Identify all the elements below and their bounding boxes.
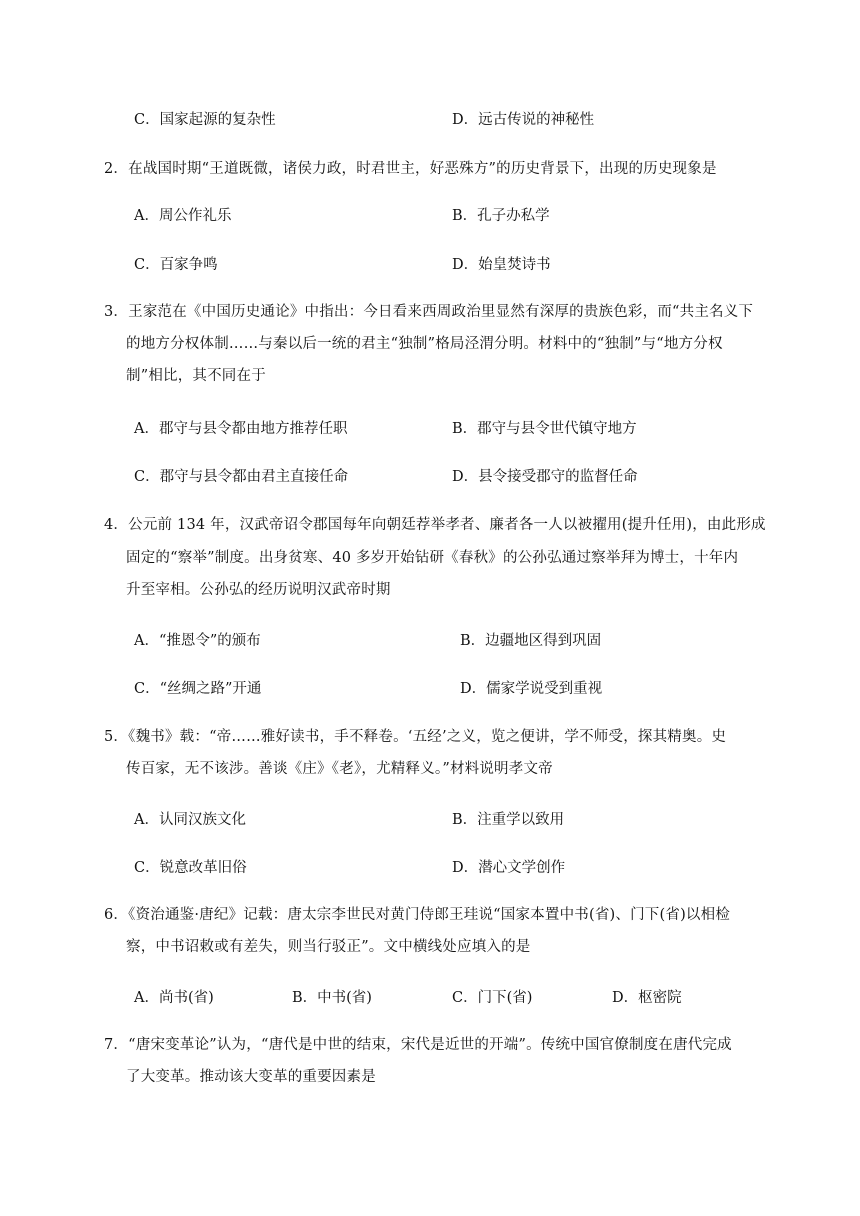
q5-stem-line-2: 传百家，无不该涉。善谈《庄》《老》，尤精释义。”材料说明孝文帝 bbox=[126, 761, 553, 777]
q7-stem-line-2: 了大变革。推动该大变革的重要因素是 bbox=[126, 1069, 376, 1085]
q4-option-a: A．“推恩令”的颁布 bbox=[134, 633, 261, 649]
q6-option-c: C．门下(省) bbox=[452, 990, 533, 1006]
q3-option-c: C．郡守与县令都由君主直接任命 bbox=[134, 469, 349, 485]
q3-option-a: A．郡守与县令都由地方推荐任职 bbox=[134, 421, 348, 437]
q4-option-b: B．边疆地区得到巩固 bbox=[460, 633, 602, 649]
q4-stem-line-2: 固定的“察举”制度。出身贫寒、40 多岁开始钻研《春秋》的公孙弘通过察举拜为博士，十年内 bbox=[126, 550, 739, 566]
q4-option-c: C．“丝绸之路”开通 bbox=[134, 681, 262, 697]
q2-option-a: A．周公作礼乐 bbox=[134, 208, 232, 224]
q3-stem-line-2: 的地方分权体制……与秦以后一统的君主“独制”格局泾渭分明。材料中的“独制”与“地方分权 bbox=[126, 336, 723, 352]
q3-option-d: D．县令接受郡守的监督任命 bbox=[452, 469, 638, 485]
q6-option-d: D．枢密院 bbox=[612, 990, 682, 1006]
q3-stem-line-3: 制”相比，其不同在于 bbox=[126, 368, 266, 384]
q5-option-d: D．潜心文学创作 bbox=[452, 860, 566, 876]
q6-stem-line-2: 察，中书诏敕或有差失，则当行驳正”。文中横线处应填入的是 bbox=[126, 939, 531, 955]
q1-option-d: D．远古传说的神秘性 bbox=[452, 112, 595, 128]
q3-stem-line-1: 3．王家范在《中国历史通论》中指出：今日看来西周政治里显然有深厚的贵族色彩，而“共主名义下 bbox=[104, 304, 754, 320]
q6-option-b: B．中书(省) bbox=[292, 990, 372, 1006]
q2-option-c: C．百家争鸣 bbox=[134, 257, 218, 273]
q4-stem-line-1: 4．公元前 134 年，汉武帝诏令郡国每年向朝廷荐举孝者、廉者各一人以被擢用(提升任用)，由此形成 bbox=[104, 517, 766, 533]
q2-option-b: B．孔子办私学 bbox=[452, 208, 550, 224]
q2-option-d: D．始皇焚诗书 bbox=[452, 257, 551, 273]
q6-option-a: A．尚书(省) bbox=[134, 990, 214, 1006]
q5-option-b: B．注重学以致用 bbox=[452, 812, 565, 828]
q4-stem-line-3: 升至宰相。公孙弘的经历说明汉武帝时期 bbox=[126, 582, 391, 598]
q1-option-c: C．国家起源的复杂性 bbox=[134, 112, 276, 128]
q6-stem-line-1: 6．《资治通鉴·唐纪》记载：唐太宗李世民对黄门侍郎王珪说“国家本置中书(省)、门下(省)以相检 bbox=[104, 907, 731, 923]
q2-stem-line-1: 2．在战国时期“王道既微，诸侯力政，时君世主，好恶殊方”的历史背景下，出现的历史现象是 bbox=[104, 161, 717, 177]
q4-option-d: D．儒家学说受到重视 bbox=[460, 681, 603, 697]
q5-option-c: C．锐意改革旧俗 bbox=[134, 860, 247, 876]
q5-stem-line-1: 5．《魏书》载：“帝……雅好读书，手不释卷。‘五经’之义，览之便讲，学不师受，探其精奥。史 bbox=[104, 729, 727, 745]
q7-stem-line-1: 7．“唐宋变革论”认为，“唐代是中世的结束，宋代是近世的开端”。传统中国官僚制度在唐代完成 bbox=[104, 1037, 732, 1053]
q5-option-a: A．认同汉族文化 bbox=[134, 812, 246, 828]
q3-option-b: B．郡守与县令世代镇守地方 bbox=[452, 421, 637, 437]
